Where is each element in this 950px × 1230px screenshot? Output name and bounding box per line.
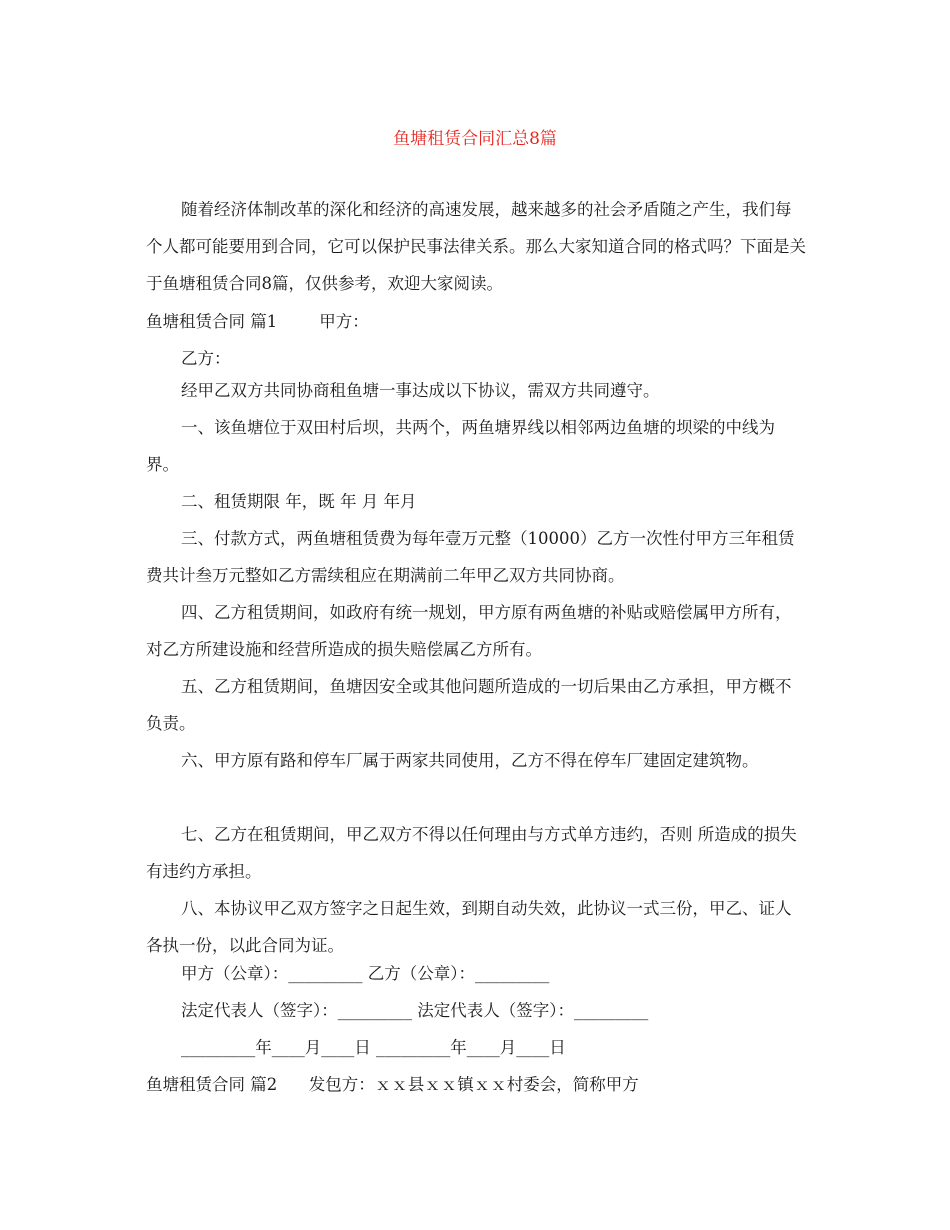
clause-5: 五、乙方租赁期间，鱼塘因安全或其他问题所造成的一切后果由乙方承担，甲方概不负责。 [146,677,792,733]
clause-2: 二、租赁期限 年，既 年 月 年月 [181,492,417,511]
section1-heading-line [146,308,369,332]
party-a-label: 甲方： [319,312,369,331]
clause-6: 六、甲方原有路和停车厂属于两家共同使用，乙方不得在停车厂建固定建筑物。 [181,751,759,770]
document-title: 鱼塘租赁合同汇总8篇 [393,129,557,149]
signature-seal-line: 甲方（公章）：_________ 乙方（公章）：_________ [181,964,550,983]
intro-paragraph: 随着经济体制改革的深化和经济的高速发展，越来越多的社会矛盾随之产生，我们每个人都可能要用到合同，它可以保护民事法律关系。那么大家知道合同的格式吗？下面是关于鱼塘租赁合同8篇，仅供参考，欢迎大家阅读。 [146,200,806,293]
clause-3: 三、付款方式，两鱼塘租赁费为每年壹万元整（10000）乙方一次性付甲方三年租赁费共计叁万元整如乙方需续租应在期满前二年甲乙双方共同协商。 [146,529,795,585]
clause-8: 八、本协议甲乙双方签字之日起生效，到期自动失效，此协议一式三份，甲乙、证人各执一份，以此合同为证。 [146,899,792,955]
section1-heading: 鱼塘租赁合同 篇1 [146,312,278,331]
clause-1: 一、该鱼塘位于双田村后坝，共两个，两鱼塘界线以相邻两边鱼塘的坝梁的中线为界。 [146,418,775,474]
clause-7: 七、乙方在租赁期间，甲乙双方不得以任何理由与方式单方违约，否则 所造成的损失有违约方承担。 [146,825,797,881]
section2-heading: 鱼塘租赁合同 篇2 [146,1075,278,1094]
signature-date-line: _________年____月____日 _________年____月____日 [181,1038,566,1057]
contractor-party: 发包方：ｘｘ县ｘｘ镇ｘｘ村委会，简称甲方 [308,1075,639,1094]
clause-4: 四、乙方租赁期间，如政府有统一规划，甲方原有两鱼塘的补贴或赔偿属甲方所有，对乙方所建设施和经营所造成的损失赔偿属乙方所有。 [146,603,792,659]
signature-representative-line: 法定代表人（签字）：_________ 法定代表人（签字）：_________ [181,1001,649,1020]
party-b-label: 乙方： [181,349,231,368]
clause-intro: 经甲乙双方共同协商租鱼塘一事达成以下协议，需双方共同遵守。 [181,381,660,400]
section2-heading-line [146,1071,639,1095]
